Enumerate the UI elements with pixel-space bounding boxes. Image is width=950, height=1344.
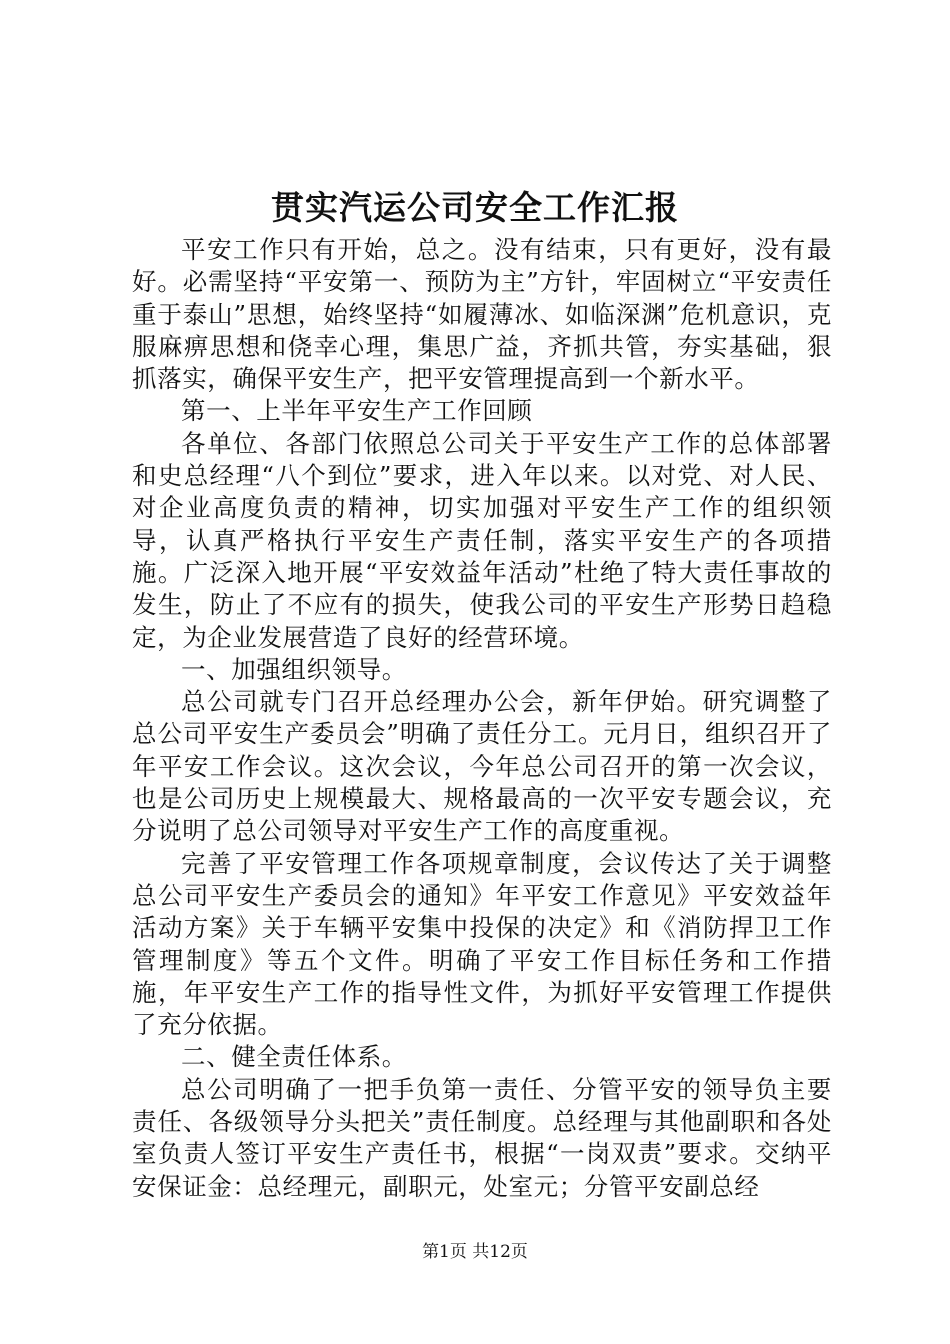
document-body [132,234,832,1203]
page-footer: 第1页 共12页 [422,1242,528,1262]
paragraph-organization: 总公司就专门召开总经理办公会，新年伊始。研究调整了总公司平安生产委员会”明确了责任分工。元月日，组织召开了年平安工作会议。这次会议，今年总公司召开的第一次会议，也是公司历史上规模最大、规格最高的一次平安专题会议，充分说明了总公司领导对平安生产工作的高度重视。 [132,687,832,846]
section-heading-responsibility: 二、健全责任体系。 [181,1042,407,1072]
document-title: 贯实汽运公司安全工作汇报 [271,188,679,227]
paragraph-intro: 平安工作只有开始，总之。没有结束，只有更好，没有最好。必需坚持“平安第一、预防为主”方针，牢固树立“平安责任重于泰山”思想，始终坚持“如履薄冰、如临深渊”危机意识，克服麻痹思想和侥幸心理，集思广益，齐抓共管，夯实基础，狠抓落实，确保平安生产，把平安管理提高到一个新水平。 [132,235,832,394]
section-heading-review: 第一、上半年平安生产工作回顾 [181,396,533,426]
section-heading-organization: 一、加强组织领导。 [181,654,407,684]
paragraph-responsibility: 总公司明确了一把手负第一责任、分管平安的领导负主要责任、各级领导分头把关”责任制度。总经理与其他副职和各处室负责人签订平安生产责任书，根据“一岗双责”要求。交纳平安保证金：总经理元，副职元，处室元；分管平安副总经 [132,1074,832,1201]
paragraph-regulations: 完善了平安管理工作各项规章制度，会议传达了关于调整总公司平安生产委员会的通知》年平安工作意见》平安效益年活动方案》关于车辆平安集中投保的决定》和《消防捍卫工作管理制度》等五个文件。明确了平安工作目标任务和工作措施，年平安生产工作的指导性文件，为抓好平安管理工作提供了充分依据。 [132,848,832,1040]
paragraph-review: 各单位、各部门依照总公司关于平安生产工作的总体部署和史总经理“八个到位”要求，进入年以来。以对党、对人民、对企业高度负责的精神，切实加强对平安生产工作的组织领导，认真严格执行平安生产责任制，落实平安生产的各项措施。广泛深入地开展“平安效益年活动”杜绝了特大责任事故的发生，防止了不应有的损失，使我公司的平安生产形势日趋稳定，为企业发展营造了良好的经营环境。 [132,428,832,652]
